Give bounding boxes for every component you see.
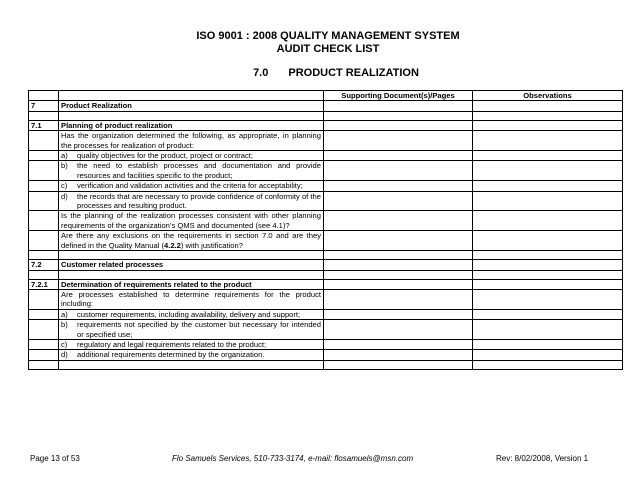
section-title: PRODUCT REALIZATION <box>288 67 419 79</box>
observation-cell[interactable] <box>473 260 623 270</box>
list-item <box>59 181 324 191</box>
observation-cell[interactable] <box>473 289 623 309</box>
item-letter: b) <box>61 161 68 171</box>
table-row <box>29 181 623 191</box>
question-text: Are processes established to determine requirements for the product including: <box>59 289 324 309</box>
section-heading <box>0 67 638 80</box>
audit-checklist-table <box>28 90 623 370</box>
item-text: regulatory and legal requirements related to the product; <box>77 339 267 349</box>
list-item <box>59 320 324 340</box>
item-letter: c) <box>61 339 68 349</box>
list-item <box>59 309 324 319</box>
item-text: the records that are necessary to provide confidence of conformity of the processes and resulting product. <box>77 191 321 211</box>
table-row <box>29 120 623 130</box>
question-text-part: Are there any exclusions on the requirements in section 7.0 and are they defined in the Quality Manual ( <box>61 231 321 250</box>
table-row <box>29 350 623 360</box>
supporting-cell[interactable] <box>324 131 473 151</box>
clause-title: Product Realization <box>59 101 324 111</box>
list-item <box>59 151 324 161</box>
clause-number: 7.2.1 <box>29 279 59 289</box>
table-row <box>29 260 623 270</box>
document-subtitle: AUDIT CHECK LIST <box>276 43 380 55</box>
observation-cell[interactable] <box>473 339 623 349</box>
item-text: requirements not specified by the customer but necessary for intended or specified use; <box>77 320 321 339</box>
spacer-row <box>29 111 623 120</box>
supporting-cell[interactable] <box>324 320 473 340</box>
table-row <box>29 289 623 309</box>
question-text: Is the planning of the realization processes consistent with other planning requirements of the organization’s QMS and documented (see 4.1)? <box>59 211 324 231</box>
table-row <box>29 161 623 181</box>
observation-cell[interactable] <box>473 350 623 360</box>
supporting-cell[interactable] <box>324 120 473 130</box>
item-letter: b) <box>61 320 68 330</box>
header-cell-number <box>29 91 59 101</box>
spacer-row <box>29 360 623 369</box>
contact-info: Flo Samuels Services, 510-733-3174, e-mail: flosamuels@msn.com <box>172 454 414 463</box>
item-text: quality objectives for the product, project or contract; <box>77 151 254 161</box>
observation-cell[interactable] <box>473 231 623 251</box>
observation-cell[interactable] <box>473 320 623 340</box>
list-item <box>59 350 324 360</box>
clause-title: Customer related processes <box>59 260 324 270</box>
observation-cell[interactable] <box>473 131 623 151</box>
observation-cell[interactable] <box>473 191 623 211</box>
table-row <box>29 231 623 251</box>
item-letter: d) <box>61 191 68 201</box>
header-observations: Observations <box>473 91 623 101</box>
table-row <box>29 320 623 340</box>
question-text: Has the organization determined the following, as appropriate, in planning the processes for realization of product: <box>59 131 324 151</box>
table-row <box>29 279 623 289</box>
supporting-cell[interactable] <box>324 151 473 161</box>
supporting-cell[interactable] <box>324 211 473 231</box>
supporting-cell[interactable] <box>324 279 473 289</box>
header-supporting-documents: Supporting Document(s)/Pages <box>324 91 473 101</box>
table-row <box>29 339 623 349</box>
observation-cell[interactable] <box>473 211 623 231</box>
table-row <box>29 131 623 151</box>
list-item <box>59 339 324 349</box>
list-item <box>59 191 324 211</box>
observation-cell[interactable] <box>473 161 623 181</box>
supporting-cell[interactable] <box>324 309 473 319</box>
supporting-cell[interactable] <box>324 350 473 360</box>
table-row <box>29 191 623 211</box>
list-item <box>59 161 324 181</box>
item-letter: d) <box>61 350 68 360</box>
document-title: ISO 9001 : 2008 QUALITY MANAGEMENT SYSTEM <box>196 30 460 42</box>
supporting-cell[interactable] <box>324 289 473 309</box>
item-text: additional requirements determined by the organization. <box>77 350 265 360</box>
clause-number: 7.1 <box>29 120 59 130</box>
supporting-cell[interactable] <box>324 181 473 191</box>
section-number: 7.0 <box>253 67 269 79</box>
clause-number: 7.2 <box>29 260 59 270</box>
question-text <box>59 231 324 251</box>
clause-title: Planning of product realization <box>59 120 324 130</box>
table-row <box>29 101 623 111</box>
table-header-row <box>29 91 623 101</box>
supporting-cell[interactable] <box>324 260 473 270</box>
observation-cell[interactable] <box>473 101 623 111</box>
question-text-part: ) with justification? <box>180 240 243 250</box>
item-text: customer requirements, including availability, delivery and support; <box>77 309 301 319</box>
item-letter: c) <box>61 181 68 191</box>
item-letter: a) <box>61 151 68 161</box>
supporting-cell[interactable] <box>324 101 473 111</box>
observation-cell[interactable] <box>473 279 623 289</box>
clause-number: 7 <box>29 101 59 111</box>
observation-cell[interactable] <box>473 181 623 191</box>
supporting-cell[interactable] <box>324 339 473 349</box>
table-row <box>29 309 623 319</box>
item-text: verification and validation activities and the criteria for acceptability; <box>77 181 303 191</box>
observation-cell[interactable] <box>473 151 623 161</box>
header-cell-requirement <box>59 91 324 101</box>
spacer-row <box>29 251 623 260</box>
observation-cell[interactable] <box>473 120 623 130</box>
spacer-row <box>29 270 623 279</box>
page-number: Page 13 of 53 <box>30 454 80 463</box>
table-row <box>29 211 623 231</box>
supporting-cell[interactable] <box>324 191 473 211</box>
supporting-cell[interactable] <box>324 231 473 251</box>
item-letter: a) <box>61 309 68 319</box>
clause-title: Determination of requirements related to the product <box>59 279 324 289</box>
table-row <box>29 151 623 161</box>
revision-info: Rev: 8/02/2008, Version 1 <box>496 454 589 463</box>
clause-reference: 4.2.2 <box>164 240 181 250</box>
item-text: the need to establish processes and documentation and provide resources and facilities specific to the product; <box>77 161 321 180</box>
observation-cell[interactable] <box>473 309 623 319</box>
supporting-cell[interactable] <box>324 161 473 181</box>
